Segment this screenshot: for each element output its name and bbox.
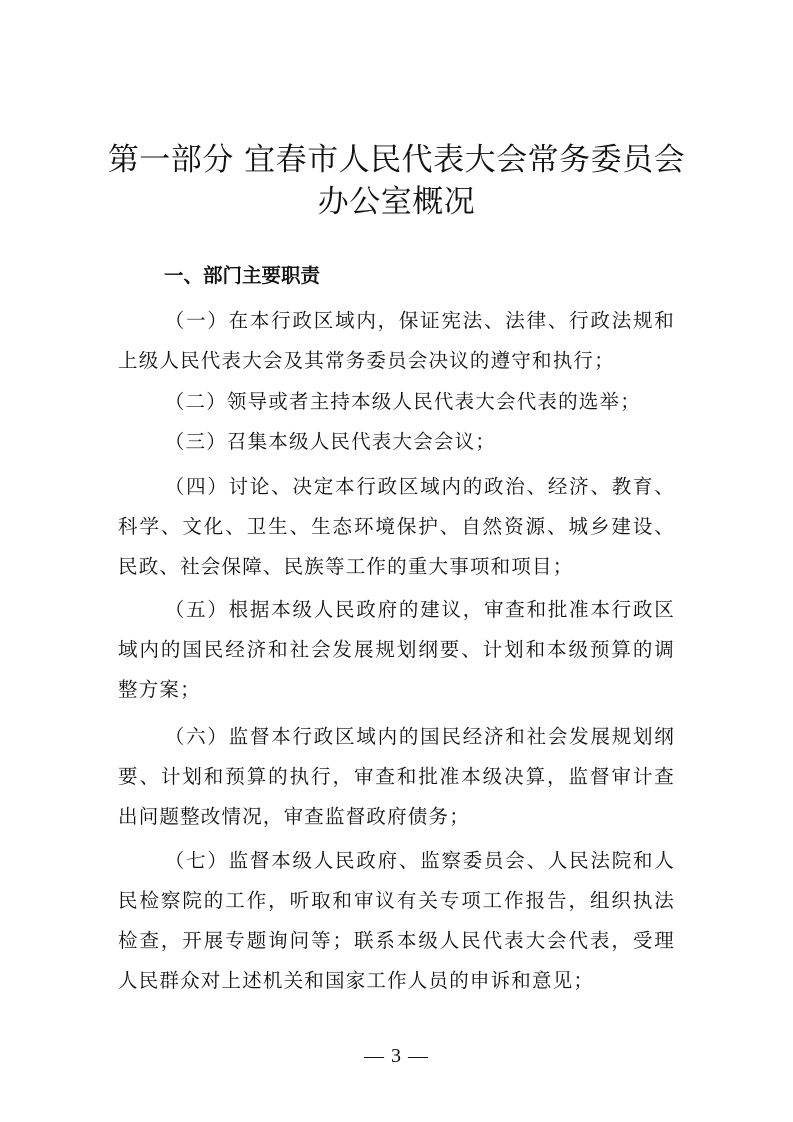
document-title-line-2: 办公室概况 [317,184,476,220]
paragraph-duty-5: （五）根据本级人民政府的建议，审查和批准本行政区域内的国民经济和社会发展规划纲要、计划和本级预算的调整方案； [118,598,675,701]
paragraph-duty-7: （七）监督本级人民政府、监察委员会、人民法院和人民检察院的工作，听取和审议有关专项工作报告，组织执法检查，开展专题询问等；联系本级人民代表大会代表，受理人民群众对上述机关和国家工作人员的申诉和意见； [118,849,675,992]
paragraph-duty-3: （三）召集本级人民代表大会会议； [164,430,496,453]
paragraph-duty-1: （一）在本行政区域内，保证宪法、法律、行政法规和上级人民代表大会及其常务委员会决议的遵守和执行； [118,309,675,372]
document-title-line-1: 第一部分 宜春市人民代表大会常务委员会 [107,142,686,178]
page-number: — 3 — [364,1045,429,1067]
paragraph-duty-4: （四）讨论、决定本行政区域内的政治、经济、教育、科学、文化、卫生、生态环境保护、自然资源、城乡建设、民政、社会保障、民族等工作的重大事项和项目； [118,475,675,578]
paragraph-duty-6: （六）监督本行政区域内的国民经济和社会发展规划纲要、计划和预算的执行，审查和批准本级决算，监督审计查出问题整改情况，审查监督政府债务； [118,725,675,828]
section-heading: 一、部门主要职责 [164,264,321,287]
paragraph-duty-2: （二）领导或者主持本级人民代表大会代表的选举； [164,390,641,413]
